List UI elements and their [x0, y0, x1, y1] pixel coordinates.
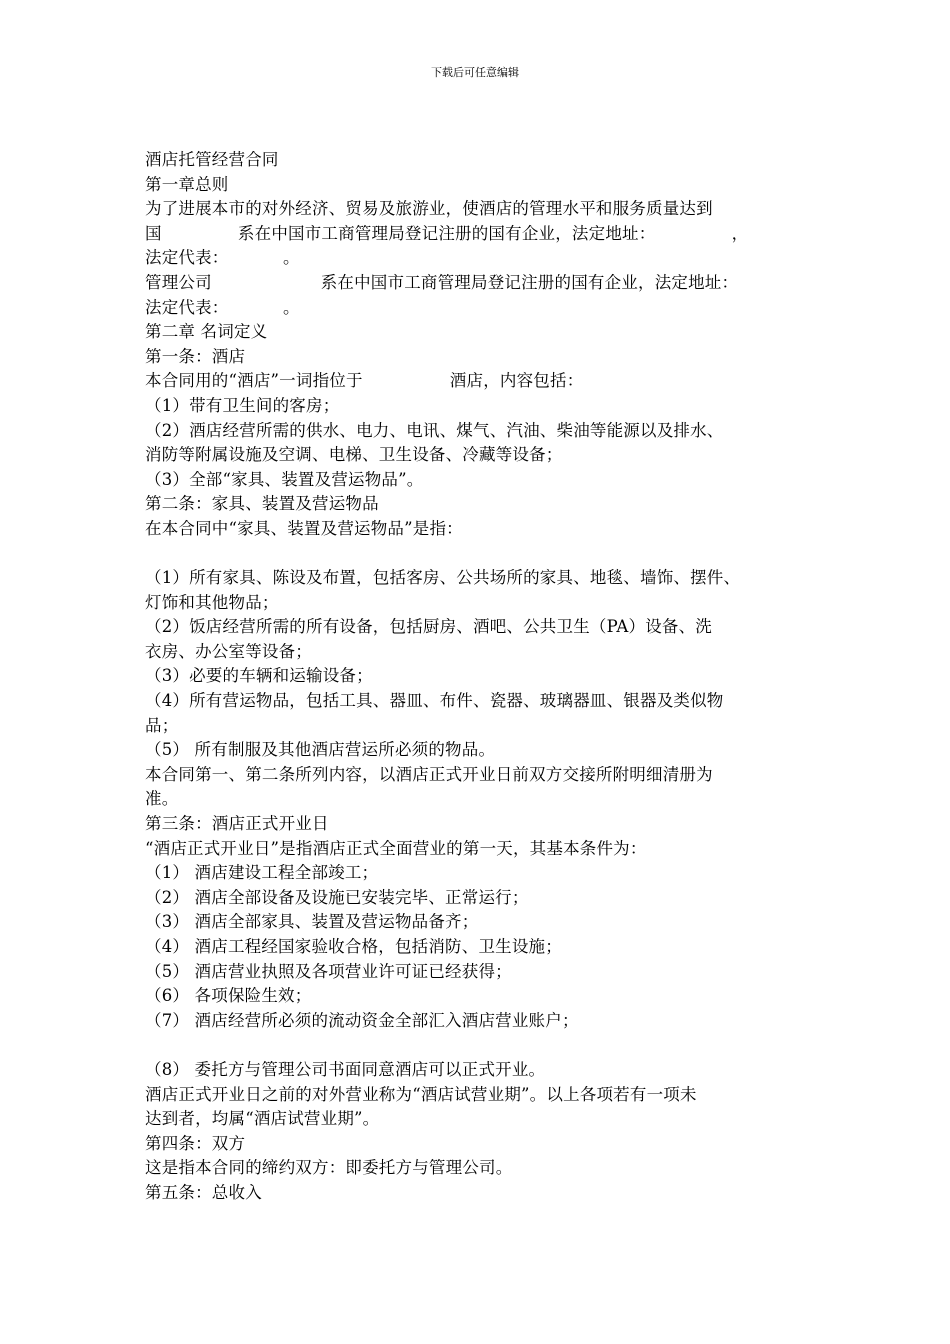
text-line: （1）所有家具、陈设及布置，包括客房、公共场所的家具、地毯、墙饰、摆件、 [145, 568, 741, 588]
text-line: （2） 酒店全部设备及设施已安装完毕、正常运行； [145, 887, 529, 907]
text-line: 为了进展本市的对外经济、贸易及旅游业，使酒店的管理水平和服务质量达到 [145, 199, 713, 219]
text-line: 在本合同中“家具、装置及营运物品”是指： [145, 518, 463, 538]
text-line: （3）必要的车辆和运输设备； [145, 666, 373, 686]
text-line: （2）酒店经营所需的供水、电力、电讯、煤气、汽油、柴油等能源以及排水、 [145, 420, 724, 440]
text-line: 灯饰和其他物品； [145, 592, 279, 612]
text-line: （4）所有营运物品，包括工具、器皿、布件、瓷器、玻璃器皿、银器及类似物 [145, 691, 724, 711]
text-line: 本合同用的“酒店”一词指位于 酒店，内容包括： [145, 371, 584, 391]
text-line: 消防等附属设施及空调、电梯、卫生设备、冷藏等设备； [145, 445, 563, 465]
text-line: （3）全部“家具、装置及营运物品”。 [145, 469, 424, 489]
text-line: 第一条：酒店 [145, 346, 246, 366]
text-line: （5） 所有制服及其他酒店营运所必须的物品。 [145, 740, 496, 760]
text-line: （7） 酒店经营所必须的流动资金全部汇入酒店营业账户； [145, 1010, 579, 1030]
text-line: 第一章总则 [145, 174, 229, 194]
text-line: 本合同第一、第二条所列内容，以酒店正式开业日前双方交接所附明细清册为 [145, 764, 713, 784]
text-line: （6） 各项保险生效； [145, 986, 312, 1006]
text-line: 第二章 名词定义 [145, 322, 268, 342]
text-line: 这是指本合同的缔约双方：即委托方与管理公司。 [145, 1158, 513, 1178]
text-line: （5） 酒店营业执照及各项营业许可证已经获得； [145, 961, 512, 981]
text-line: 国 系在中国市工商管理局登记注册的国有企业，法定地址： ， [145, 223, 749, 243]
text-line: （1）带有卫生间的客房； [145, 395, 340, 415]
text-line: 管理公司 系在中国市工商管理局登记注册的国有企业，法定地址： [145, 272, 739, 292]
text-line: （8） 委托方与管理公司书面同意酒店可以正式开业。 [145, 1059, 546, 1079]
text-line: （4） 酒店工程经国家验收合格，包括消防、卫生设施； [145, 937, 562, 956]
text-line: 法定代表： 。 [145, 297, 300, 317]
text-line: 第五条：总收入 [145, 1182, 262, 1202]
text-line: “酒店正式开业日”是指酒店正式全面营业的第一天，其基本条件为： [145, 838, 647, 858]
text-line: 达到者，均属“酒店试营业期”。 [145, 1109, 380, 1129]
text-line: 衣房、办公室等设备； [145, 641, 312, 661]
text-line: 酒店托管经营合同 [145, 150, 279, 169]
text-line: （2）饭店经营所需的所有设备，包括厨房、酒吧、公共卫生（PA）设备、洗 [145, 617, 713, 637]
blank-line [145, 542, 815, 567]
text-line: （3） 酒店全部家具、装置及营运物品备齐； [145, 912, 479, 932]
contract-body [145, 148, 815, 1206]
text-line: 第二条：家具、装置及营运物品 [145, 494, 379, 514]
text-line: 第三条：酒店正式开业日 [145, 814, 329, 834]
text-line: 第四条：双方 [145, 1133, 246, 1153]
text-line: 酒店正式开业日之前的对外营业称为“酒店试营业期”。以上各项若有一项未 [145, 1084, 697, 1104]
text-line: 法定代表： 。 [145, 248, 300, 268]
text-line: （1） 酒店建设工程全部竣工； [145, 863, 379, 883]
page-header: 下载后可任意编辑 [431, 66, 519, 79]
text-line: 品； [145, 715, 179, 735]
blank-line [145, 1033, 815, 1058]
text-line: 准。 [145, 789, 179, 809]
